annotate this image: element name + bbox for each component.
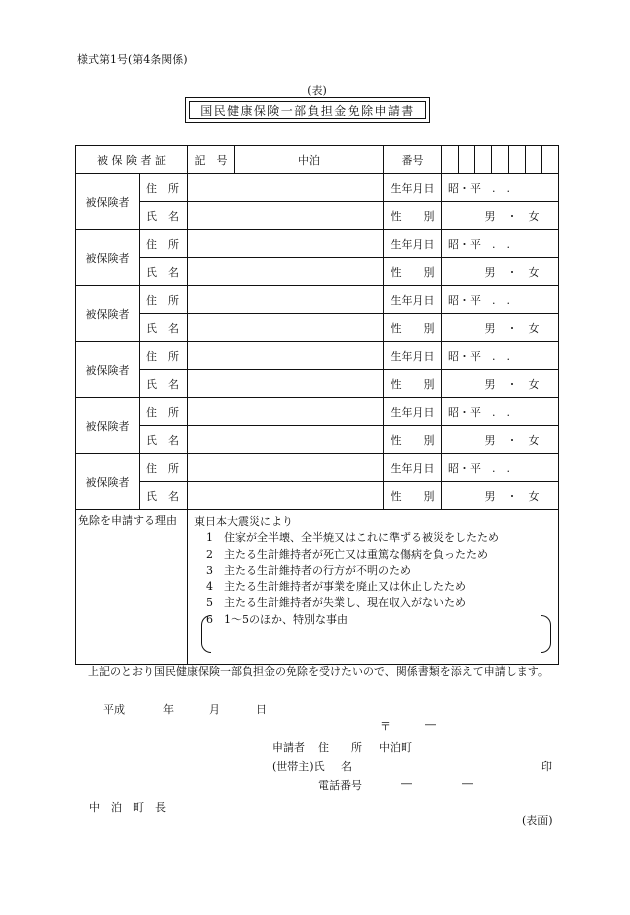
applicant-name-label: 名 (341, 760, 352, 773)
address-input[interactable] (188, 230, 384, 258)
reason-item[interactable] (194, 547, 558, 563)
sex-value[interactable]: 男 ・ 女 (442, 314, 559, 342)
insured-group-label: 被保険者 (76, 342, 140, 398)
date-year: 年 (163, 703, 174, 716)
insured-group-label: 被保険者 (76, 398, 140, 454)
symbol-cell (188, 146, 384, 174)
sex-label: 性 別 (384, 370, 442, 398)
birth-value[interactable]: 昭・平 . . (442, 454, 559, 482)
seal-mark: 印 (541, 760, 552, 773)
phone-dash-1: ― (401, 777, 412, 790)
declaration-text: 上記のとおり国民健康保険一部負担金の免除を受けたいので、関係書類を添えて申請します。 (88, 665, 549, 678)
sex-label: 性 別 (384, 258, 442, 286)
address-label: 住 所 (140, 342, 188, 370)
name-label: 氏 名 (140, 258, 188, 286)
postal-mark: 〒 (380, 720, 391, 733)
insured-address-row (76, 286, 559, 314)
insured-group-label: 被保険者 (76, 454, 140, 510)
name-input[interactable] (188, 370, 384, 398)
address-input[interactable] (188, 398, 384, 426)
date-day: 日 (256, 703, 267, 716)
address-label: 住 所 (140, 286, 188, 314)
sex-label: 性 別 (384, 314, 442, 342)
name-label: 氏 名 (140, 314, 188, 342)
birth-label: 生年月日 (384, 342, 442, 370)
reason-item-text: 住家が全半壊、全半焼又はこれに準ずる被災をしたため (224, 531, 499, 545)
name-input[interactable] (188, 482, 384, 510)
insurance-card-row (76, 146, 559, 174)
birth-value[interactable]: 昭・平 . . (442, 174, 559, 202)
address-input[interactable] (188, 174, 384, 202)
name-label: 氏 名 (140, 202, 188, 230)
insured-address-row (76, 174, 559, 202)
symbol-label: 記 号 (188, 146, 235, 173)
sex-label: 性 別 (384, 482, 442, 510)
name-label: 氏 名 (140, 482, 188, 510)
form-title: 国民健康保険一部負担金免除申請書 (189, 101, 426, 119)
insured-address-row (76, 342, 559, 370)
applicant-label: 申請者 (272, 741, 305, 754)
reason-label: 免除を申請する理由 (76, 510, 188, 665)
householder-label: (世帯主)氏 (272, 760, 325, 773)
insured-address-row (76, 230, 559, 258)
insured-name-row (76, 482, 559, 510)
address-label: 住 所 (140, 230, 188, 258)
reason-item-number: 3 (206, 563, 213, 577)
sex-value[interactable]: 男 ・ 女 (442, 258, 559, 286)
name-input[interactable] (188, 314, 384, 342)
birth-label: 生年月日 (384, 286, 442, 314)
reason-item-text: 1～5のほか、特別な事由 (224, 612, 348, 626)
name-input[interactable] (188, 258, 384, 286)
number-boxes[interactable] (442, 146, 559, 174)
insured-group-label: 被保険者 (76, 286, 140, 342)
insurance-card-label: 被 保 険 者 証 (76, 146, 188, 174)
reason-item-text: 主たる生計維持者の行方が不明のため (224, 563, 411, 577)
phone-label: 電話番号 (318, 779, 362, 792)
reason-item-number: 6 (206, 612, 213, 626)
insured-name-row (76, 426, 559, 454)
application-table (75, 145, 559, 665)
name-label: 氏 名 (140, 370, 188, 398)
reason-item-number: 1 (206, 531, 213, 545)
number-label: 番号 (384, 146, 442, 174)
name-label: 氏 名 (140, 426, 188, 454)
address-input[interactable] (188, 286, 384, 314)
reason-item[interactable] (194, 563, 558, 579)
reason-item-number: 4 (206, 580, 213, 594)
addressee: 中 泊 町 長 (89, 801, 166, 814)
birth-label: 生年月日 (384, 230, 442, 258)
phone-dash-2: ― (462, 777, 473, 790)
insured-name-row (76, 258, 559, 286)
address-label: 住 所 (140, 174, 188, 202)
footer-side: (表面) (522, 814, 553, 827)
insured-name-row (76, 314, 559, 342)
insured-name-row (76, 202, 559, 230)
applicant-address-label: 住 所 (318, 741, 362, 754)
reason-item[interactable] (194, 579, 558, 595)
sex-label: 性 別 (384, 426, 442, 454)
date-era: 平成 (103, 703, 125, 716)
postal-dash: ― (425, 718, 436, 731)
address-input[interactable] (188, 342, 384, 370)
sex-value[interactable]: 男 ・ 女 (442, 482, 559, 510)
name-input[interactable] (188, 426, 384, 454)
sex-label: 性 別 (384, 202, 442, 230)
reason-item[interactable] (194, 530, 558, 546)
birth-label: 生年月日 (384, 174, 442, 202)
birth-label: 生年月日 (384, 454, 442, 482)
insured-address-row (76, 454, 559, 482)
birth-value[interactable]: 昭・平 . . (442, 398, 559, 426)
date-month: 月 (209, 703, 220, 716)
form-title-box (185, 97, 430, 123)
birth-value[interactable]: 昭・平 . . (442, 230, 559, 258)
symbol-value: 中泊 (298, 153, 320, 167)
reason-item[interactable] (194, 595, 558, 611)
address-input[interactable] (188, 454, 384, 482)
side-label: (表) (307, 84, 327, 97)
birth-label: 生年月日 (384, 398, 442, 426)
name-input[interactable] (188, 202, 384, 230)
reason-item-text: 主たる生計維持者が失業し、現在収入がないため (224, 596, 466, 610)
insured-name-row (76, 370, 559, 398)
special-reason-bracket[interactable] (199, 612, 551, 653)
reason-intro: 東日本大震災により (194, 515, 293, 528)
insured-group-label: 被保険者 (76, 174, 140, 230)
reason-item-number: 5 (206, 596, 213, 610)
reason-item-text: 主たる生計維持者が事業を廃止又は休止したため (224, 580, 466, 594)
reason-item-text: 主たる生計維持者が死亡又は重篤な傷病を負ったため (224, 547, 488, 561)
address-label: 住 所 (140, 398, 188, 426)
birth-value[interactable]: 昭・平 . . (442, 342, 559, 370)
insured-address-row (76, 398, 559, 426)
sex-value[interactable]: 男 ・ 女 (442, 426, 559, 454)
sex-value[interactable]: 男 ・ 女 (442, 370, 559, 398)
birth-value[interactable]: 昭・平 . . (442, 286, 559, 314)
applicant-address-value[interactable]: 中泊町 (379, 741, 412, 754)
address-label: 住 所 (140, 454, 188, 482)
reason-item-number: 2 (206, 547, 213, 561)
form-number: 様式第1号(第4条関係) (77, 53, 188, 66)
insured-group-label: 被保険者 (76, 230, 140, 286)
sex-value[interactable]: 男 ・ 女 (442, 202, 559, 230)
